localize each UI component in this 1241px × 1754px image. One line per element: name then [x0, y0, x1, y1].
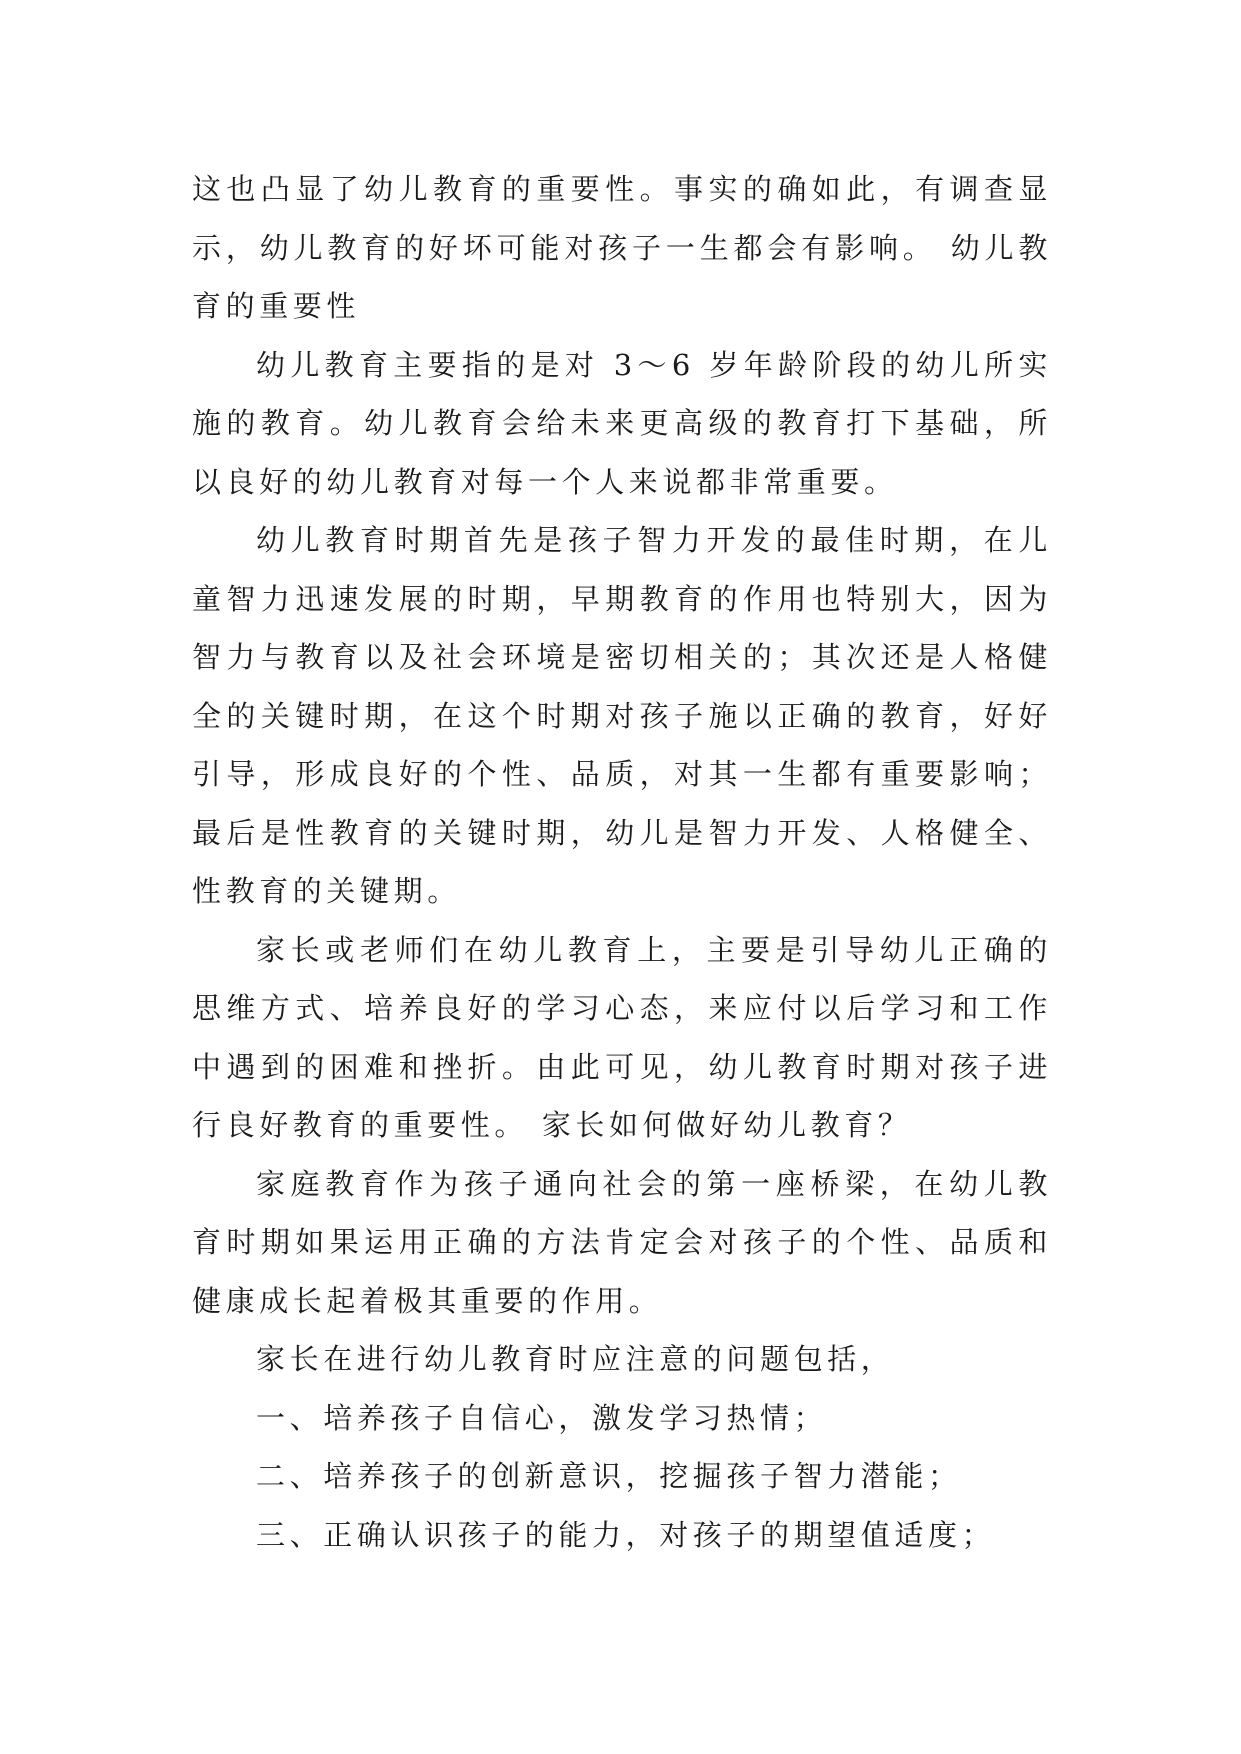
paragraph-2: 幼儿教育主要指的是对 3～6 岁年龄阶段的幼儿所实施的教育。幼儿教育会给未来更高级的教育打下基础，所以良好的幼儿教育对每一个人来说都非常重要。 [192, 347, 1052, 499]
paragraph-1: 这也凸显了幼儿教育的重要性。事实的确如此，有调查显示，幼儿教育的好坏可能对孩子一生都会有影响。 幼儿教育的重要性 [192, 172, 1052, 323]
paragraph-3: 幼儿教育时期首先是孩子智力开发的最佳时期，在儿童智力迅速发展的时期，早期教育的作用也特别大，因为智力与教育以及社会环境是密切相关的；其次还是人格健全的关键时期，在这个时期对孩子施以正确的教育，好好引导，形成良好的个性、品质，对其一生都有重要影响；最后是性教育的关键时期，幼儿是智力开发、人格健全、性教育的关键期。 [192, 523, 1052, 908]
list-item-1: 一、培养孩子自信心，激发学习热情； [256, 1400, 828, 1435]
list-item-3: 三、正确认识孩子的能力，对孩子的期望值适度； [256, 1517, 996, 1552]
paragraph-5: 家庭教育作为孩子通向社会的第一座桥梁，在幼儿教育时期如果运用正确的方法肯定会对孩子的个性、品质和健康成长起着极其重要的作用。 [192, 1166, 1052, 1318]
paragraph-4: 家长或老师们在幼儿教育上，主要是引导幼儿正确的思维方式、培养良好的学习心态，来应付以后学习和工作中遇到的困难和挫折。由此可见，幼儿教育时期对孩子进行良好教育的重要性。 家长如何做好幼儿教育？ [192, 932, 1052, 1142]
document-body [192, 160, 1052, 1564]
list-item-2: 二、培养孩子的创新意识，挖掘孩子智力潜能； [256, 1459, 962, 1493]
paragraph-6: 家长在进行幼儿教育时应注意的问题包括， [256, 1342, 895, 1376]
